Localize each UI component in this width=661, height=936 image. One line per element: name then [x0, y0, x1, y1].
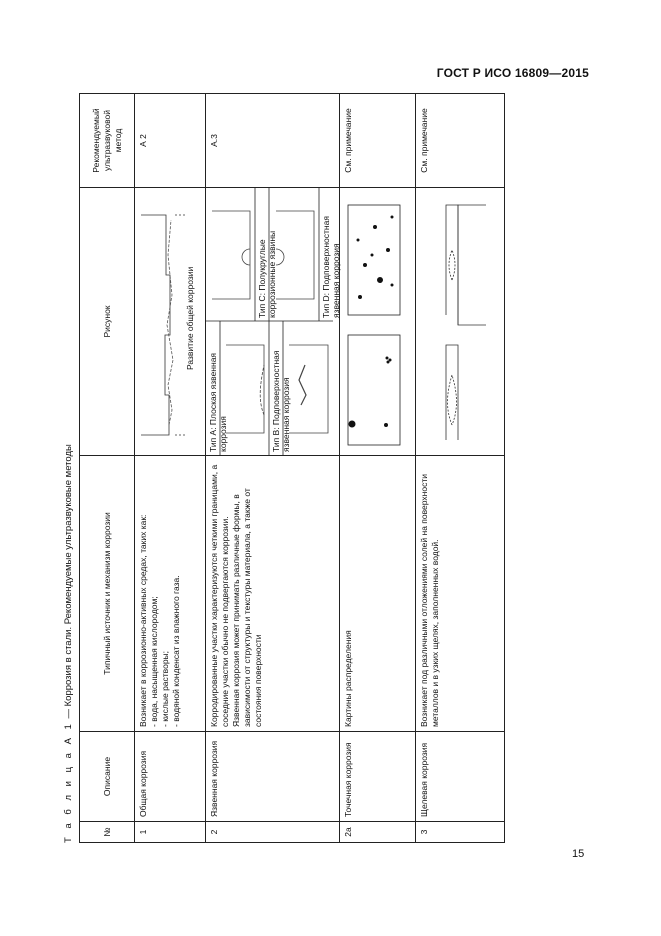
label-type-a: Тип А: Плоская язвенная коррозия — [208, 352, 228, 452]
row-method: А 2 — [135, 94, 206, 188]
header-method: Рекомендуемый ультразвуковой метод — [80, 94, 135, 188]
table-caption-text: — Коррозия в стали. Рекомендуемые ультразвуковые методы — [63, 444, 74, 722]
page-number: 15 — [572, 848, 585, 860]
table-caption — [63, 444, 74, 843]
table-row — [135, 94, 206, 843]
row-source — [416, 456, 505, 732]
row-num: 2а — [340, 822, 416, 843]
row-method: См. примечание — [340, 94, 416, 188]
corrosion-table — [79, 93, 505, 843]
row-method: См. примечание — [416, 94, 505, 188]
source-text: Корродированные участки характеризуются четкими границами, а соседние участки обычно не подвергаются коррозии. Язвенная коррозия может принимать различные формы, в зависимости от структуры и текстуры материала, а также от состояния поверхности — [209, 464, 263, 727]
source-text: Возникает под различными отложениями солей на поверхности металлов и в узких щелях, заполненных водой. — [419, 474, 440, 727]
row-description: Общая коррозия — [135, 732, 206, 822]
row-source — [340, 456, 416, 732]
header-source: Типичный источник и механизм коррозии — [80, 456, 135, 732]
rotated-table-sheet — [63, 94, 661, 843]
row-num: 2 — [206, 822, 340, 843]
source-list — [149, 460, 182, 727]
header-description: Описание — [80, 732, 135, 822]
row-description: Точечная коррозия — [340, 732, 416, 822]
crevice-corrosion-figure — [416, 187, 498, 455]
source-item: - водяной конденсат из влажного газа. — [171, 460, 182, 727]
source-text: Картины распределения — [343, 630, 353, 727]
table-row — [206, 94, 340, 843]
row-description: Язвенная коррозия — [206, 732, 340, 822]
row-source — [135, 456, 206, 732]
table-caption-prefix: Т а б л и ц а А 1 — [63, 721, 74, 843]
row-num: 3 — [416, 822, 505, 843]
table-row — [416, 94, 505, 843]
header-figure: Рисунок — [80, 188, 135, 456]
source-intro: Возникает в коррозионно-активных средах, таких как: — [138, 514, 148, 727]
row-figure — [340, 188, 416, 456]
row-num: 1 — [135, 822, 206, 843]
row-method: А.3 — [206, 94, 340, 188]
label-type-d: Тип D: Подповерхностная язвенная коррозия — [321, 216, 341, 318]
row-description: Щелевая коррозия — [416, 732, 505, 822]
table-header-row — [80, 94, 135, 843]
row-figure — [416, 188, 505, 456]
label-type-b: Тип В: Подповерхностная язвенная коррозия — [271, 350, 291, 452]
table-row — [340, 94, 416, 843]
label-type-c: Тип С: Полукруглые коррозионные язвины — [257, 230, 277, 318]
standard-number: ГОСТ Р ИСО 16809—2015 — [436, 66, 589, 80]
source-item: - вода, насыщенная кислородом; — [149, 460, 160, 727]
header-num: № — [80, 822, 135, 843]
source-item: - кислые растворы; — [160, 460, 171, 727]
row-figure — [135, 188, 206, 456]
point-corrosion-figure — [340, 187, 409, 455]
row-figure — [206, 188, 340, 456]
figure-caption: Развитие общей коррозии — [185, 266, 195, 370]
row-source — [206, 456, 340, 732]
